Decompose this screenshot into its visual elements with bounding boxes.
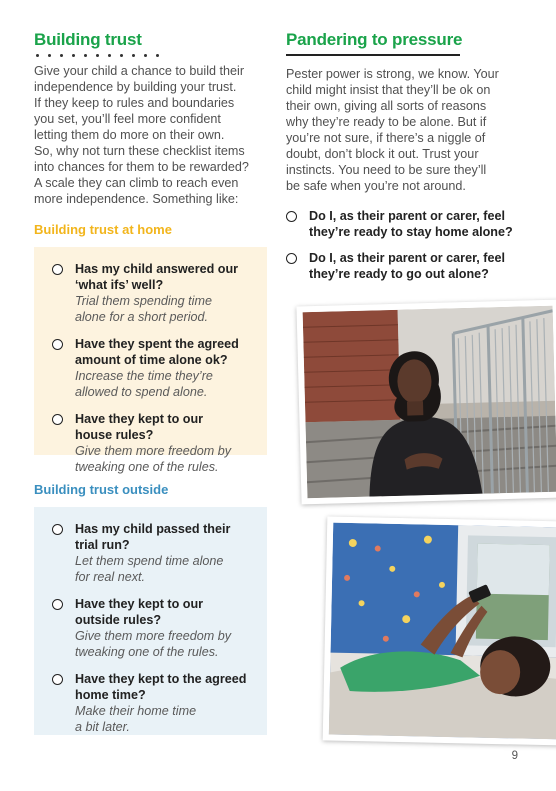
list-item: Has my child passed their trial run? Let them spend time alone for real next. bbox=[50, 521, 253, 585]
photo-child-with-phone bbox=[323, 516, 556, 745]
checkbox-circle-icon bbox=[52, 524, 63, 535]
trust-at-home-panel bbox=[34, 247, 267, 474]
trust-at-home-heading: Building trust at home bbox=[34, 222, 172, 237]
building-trust-intro: Give your child a chance to build their independence by building your trust. If they keep to rules and boundaries you set, you’ll feel more confident letting them do more on their own. So, why not turn these checklist items into chances for them to be rewarded? A scale they can climb to reach even more independence. Something like: bbox=[34, 64, 249, 206]
left-column bbox=[34, 30, 270, 735]
checkbox-circle-icon bbox=[52, 414, 63, 425]
child-with-phone-illustration bbox=[329, 523, 556, 740]
pandering-heading: Pandering to pressure bbox=[286, 30, 463, 49]
teen-on-stairs-illustration bbox=[303, 306, 556, 498]
trust-outside-heading: Building trust outside bbox=[34, 482, 169, 497]
checkbox-circle-icon bbox=[286, 211, 297, 222]
trust-outside-panel bbox=[34, 507, 267, 735]
pandering-intro: Pester power is strong, we know. Your child might insist that they’ll be ok on their own, giving all sorts of reasons why they’re ready to be alone. But if you’re not sure, if there’s a niggle of doubt, don’t block it out. Trust your instincts. You need to be sure they’ll be safe when you’re not around. bbox=[286, 67, 499, 193]
list-item: Have they spent the agreed amount of time alone ok? Increase the time they’re allowed to spend alone. bbox=[50, 336, 253, 400]
list-item: Have they kept to our outside rules? Give them more freedom by tweaking one of the rules. bbox=[50, 596, 253, 660]
checkbox-circle-icon bbox=[52, 599, 63, 610]
checkbox-circle-icon bbox=[286, 253, 297, 264]
photo-teen-on-stairs bbox=[296, 300, 556, 505]
list-item: Has my child answered our ‘what ifs’ well? Trial them spending time alone for a short period. bbox=[50, 261, 253, 325]
right-column bbox=[286, 30, 526, 292]
list-item: Have they kept to our house rules? Give them more freedom by tweaking one of the rules. bbox=[50, 411, 253, 475]
building-trust-heading: Building trust bbox=[34, 30, 142, 49]
dotted-rule bbox=[36, 54, 270, 57]
checkbox-circle-icon bbox=[52, 339, 63, 350]
page-number: 9 bbox=[511, 750, 518, 762]
checkbox-circle-icon bbox=[52, 674, 63, 685]
checkbox-circle-icon bbox=[52, 264, 63, 275]
list-item: Have they kept to the agreed home time? Make their home time a bit later. bbox=[50, 671, 253, 735]
heading-underline bbox=[286, 54, 460, 56]
checklist-item: Do I, as their parent or carer, feel they’re ready to stay home alone? bbox=[286, 208, 526, 240]
checklist-item: Do I, as their parent or carer, feel they’re ready to go out alone? bbox=[286, 250, 526, 282]
